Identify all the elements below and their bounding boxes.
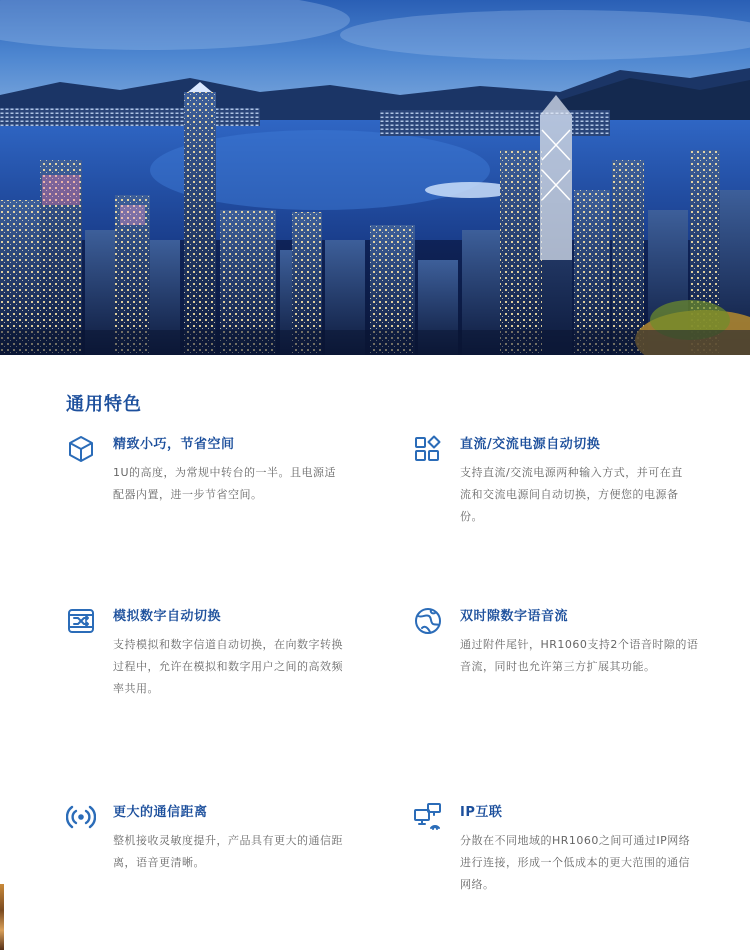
section-title: 通用特色 — [66, 394, 142, 415]
grid-shapes-icon — [413, 434, 443, 464]
feature-title: 模拟数字自动切换 — [113, 609, 222, 624]
feature-description: 1U的高度，为常规中转台的一半。且电源适配器内置，进一步节省空间。 — [113, 466, 337, 501]
feature-ip-interconnect — [460, 804, 700, 896]
feature-description: 通过附件尾针，HR1060支持2个语音时隙的语音流，同时也允许第三方扩展其功能。 — [460, 638, 699, 673]
feature-power-switching — [460, 436, 692, 528]
hero-cityscape-image — [0, 0, 750, 355]
globe-icon — [413, 606, 443, 636]
cube-icon — [66, 434, 96, 464]
feature-description: 整机接收灵敏度提升，产品具有更大的通信距离，语音更清晰。 — [113, 834, 343, 869]
switch-arrows-icon — [66, 606, 96, 636]
feature-compact-size — [113, 436, 341, 506]
feature-title: 双时隙数字语音流 — [460, 609, 569, 624]
feature-description: 支持直流/交流电源两种输入方式，并可在直流和交流电源间自动切换，方便您的电源备份。 — [460, 466, 683, 523]
feature-title: 精致小巧，节省空间 — [113, 437, 235, 452]
feature-title: 直流/交流电源自动切换 — [460, 437, 601, 452]
edge-image-fragment — [0, 884, 4, 950]
network-computers-icon — [413, 802, 443, 832]
feature-description: 分散在不同地域的HR1060之间可通过IP网络进行连接，形成一个低成本的更大范围的通信网络。 — [460, 834, 691, 891]
wireless-signal-icon — [66, 802, 96, 832]
feature-title: IP互联 — [460, 805, 503, 820]
feature-description: 支持模拟和数字信道自动切换，在向数字转换过程中，允许在模拟和数字用户之间的高效频率共用。 — [113, 638, 343, 695]
feature-title: 更大的通信距离 — [113, 805, 208, 820]
feature-communication-range — [113, 804, 345, 874]
feature-analog-digital-switch — [113, 608, 345, 700]
feature-dual-slot-voice — [460, 608, 700, 678]
cityscape-illustration — [0, 0, 750, 355]
